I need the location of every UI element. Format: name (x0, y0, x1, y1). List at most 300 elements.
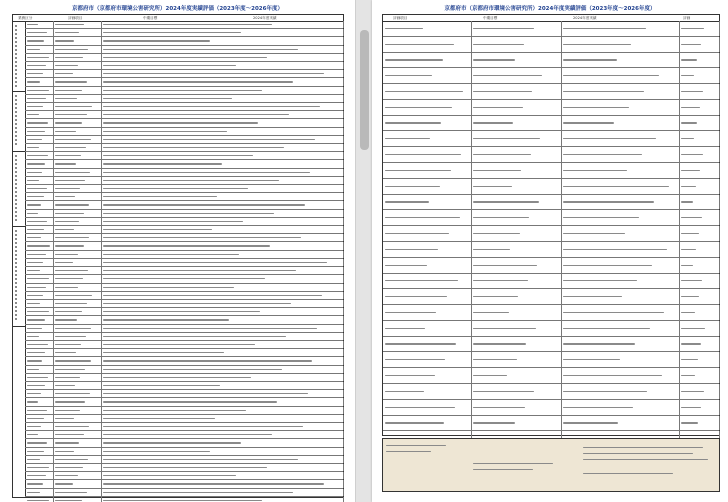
category-section-4 (13, 226, 25, 327)
table-cell (679, 368, 720, 383)
right-footer-block (382, 438, 720, 492)
table-cell (25, 54, 54, 61)
table-cell (561, 274, 680, 289)
table-cell (53, 366, 102, 373)
table-row (383, 68, 719, 84)
table-cell (471, 100, 562, 115)
table-cell (679, 179, 720, 194)
table-cell (101, 423, 344, 430)
table-cell (53, 54, 102, 61)
table-cell (383, 289, 472, 304)
table-row (383, 258, 719, 274)
table-row (25, 169, 343, 177)
table-cell (25, 448, 54, 455)
table-cell (53, 374, 102, 381)
table-cell (679, 400, 720, 415)
table-cell (25, 333, 54, 340)
table-cell (53, 439, 102, 446)
table-cell (561, 163, 680, 178)
table-row (25, 407, 343, 415)
table-cell (471, 163, 562, 178)
table-cell (53, 431, 102, 438)
table-cell (471, 226, 562, 241)
table-cell (53, 398, 102, 405)
table-cell (25, 21, 54, 28)
table-cell (101, 128, 344, 135)
table-row (25, 489, 343, 497)
table-row (25, 119, 343, 127)
table-cell (101, 70, 344, 77)
table-row (25, 78, 343, 86)
table-cell (101, 439, 344, 446)
right-page-title: 京都府市（京都府市環境公害研究所）2024年度実績評価（2023年度～2026年度） (444, 6, 656, 12)
right-header-col-3: 2024年度実績 (573, 16, 597, 20)
table-cell (561, 131, 680, 146)
table-row (25, 226, 343, 234)
table-cell (383, 84, 472, 99)
table-cell (53, 177, 102, 184)
table-row (25, 439, 343, 447)
table-cell (679, 68, 720, 83)
table-cell (53, 201, 102, 208)
table-cell (25, 95, 54, 102)
table-row (25, 325, 343, 333)
table-cell (53, 193, 102, 200)
table-cell (101, 111, 344, 118)
table-cell (561, 21, 680, 36)
table-cell (679, 352, 720, 367)
table-cell (25, 160, 54, 167)
table-cell (101, 480, 344, 487)
table-cell (25, 46, 54, 53)
table-cell (25, 259, 54, 266)
table-cell (25, 349, 54, 356)
table-cell (383, 226, 472, 241)
table-cell (25, 78, 54, 85)
table-cell (25, 480, 54, 487)
table-cell (471, 400, 562, 415)
table-cell (25, 423, 54, 430)
table-cell (383, 368, 472, 383)
table-row (25, 103, 343, 111)
table-cell (101, 144, 344, 151)
table-cell (101, 382, 344, 389)
table-cell (53, 300, 102, 307)
table-row (383, 84, 719, 100)
table-row (383, 305, 719, 321)
table-cell (53, 349, 102, 356)
table-row (25, 267, 343, 275)
table-row (383, 131, 719, 147)
table-row (383, 226, 719, 242)
table-cell (561, 226, 680, 241)
table-cell (383, 100, 472, 115)
table-cell (679, 116, 720, 131)
table-cell (561, 352, 680, 367)
table-cell (101, 251, 344, 258)
table-cell (383, 53, 472, 68)
table-cell (53, 144, 102, 151)
table-cell (471, 305, 562, 320)
table-cell (53, 316, 102, 323)
table-cell (383, 210, 472, 225)
table-cell (561, 416, 680, 431)
table-cell (101, 407, 344, 414)
table-cell (53, 407, 102, 414)
table-cell (53, 111, 102, 118)
table-cell (53, 21, 102, 28)
table-cell (471, 68, 562, 83)
table-cell (471, 337, 562, 352)
table-cell (25, 431, 54, 438)
table-cell (25, 267, 54, 274)
table-row (383, 321, 719, 337)
table-row (25, 29, 343, 37)
table-row (383, 400, 719, 416)
table-cell (679, 305, 720, 320)
table-row (25, 259, 343, 267)
table-cell (471, 242, 562, 257)
table-cell (101, 333, 344, 340)
table-row (383, 416, 719, 432)
table-row (25, 70, 343, 78)
left-page-title: 京都府市（京都府市環境公害研究所）2024年度実績評価（2023年度～2026年度） (72, 6, 283, 12)
table-cell (471, 195, 562, 210)
table-cell (25, 177, 54, 184)
vertical-scrollbar[interactable] (355, 0, 373, 502)
table-cell (101, 169, 344, 176)
table-cell (101, 357, 344, 364)
table-cell (53, 480, 102, 487)
table-row (25, 136, 343, 144)
table-cell (53, 267, 102, 274)
table-cell (53, 390, 102, 397)
table-cell (101, 390, 344, 397)
table-row (25, 292, 343, 300)
table-cell (53, 333, 102, 340)
table-cell (25, 489, 54, 496)
table-cell (53, 325, 102, 332)
table-cell (25, 275, 54, 282)
right-header-col-2: 中期目標 (483, 16, 498, 20)
table-cell (471, 116, 562, 131)
table-row (25, 218, 343, 226)
table-cell (383, 179, 472, 194)
table-row (25, 357, 343, 365)
table-cell (471, 84, 562, 99)
table-cell (101, 119, 344, 126)
table-row (25, 160, 343, 168)
table-row (25, 398, 343, 406)
table-cell (383, 274, 472, 289)
table-row (383, 274, 719, 290)
table-row (383, 242, 719, 258)
table-cell (53, 275, 102, 282)
left-evaluation-table (12, 14, 344, 498)
table-cell (25, 119, 54, 126)
table-cell (383, 163, 472, 178)
table-cell (101, 464, 344, 471)
table-cell (53, 497, 102, 502)
table-cell (101, 29, 344, 36)
table-cell (679, 226, 720, 241)
table-row (25, 54, 343, 62)
table-cell (101, 341, 344, 348)
table-cell (53, 242, 102, 249)
table-cell (679, 274, 720, 289)
table-cell (25, 251, 54, 258)
table-row (383, 195, 719, 211)
table-cell (101, 193, 344, 200)
table-cell (53, 423, 102, 430)
table-cell (383, 37, 472, 52)
table-cell (25, 415, 54, 422)
table-cell (25, 456, 54, 463)
table-cell (101, 415, 344, 422)
table-cell (53, 292, 102, 299)
table-cell (101, 349, 344, 356)
table-cell (53, 152, 102, 159)
left-header-col-1: 業務区分 (18, 16, 33, 20)
table-cell (561, 337, 680, 352)
table-cell (53, 251, 102, 258)
table-cell (25, 234, 54, 241)
table-cell (471, 416, 562, 431)
table-cell (25, 325, 54, 332)
table-cell (471, 37, 562, 52)
category-section-2 (13, 91, 25, 152)
table-cell (25, 398, 54, 405)
table-cell (471, 53, 562, 68)
table-cell (383, 131, 472, 146)
table-cell (561, 305, 680, 320)
table-row (25, 284, 343, 292)
table-cell (383, 321, 472, 336)
table-row (25, 251, 343, 259)
table-row (25, 333, 343, 341)
table-cell (53, 464, 102, 471)
table-row (25, 464, 343, 472)
right-header-col-4: 評価 (683, 16, 691, 20)
table-cell (25, 152, 54, 159)
table-cell (53, 46, 102, 53)
table-row (25, 349, 343, 357)
table-cell (383, 195, 472, 210)
table-cell (53, 448, 102, 455)
table-row (25, 275, 343, 283)
table-row (383, 337, 719, 353)
table-cell (25, 103, 54, 110)
table-cell (53, 415, 102, 422)
table-cell (101, 136, 344, 143)
table-cell (101, 21, 344, 28)
table-cell (25, 497, 54, 502)
table-cell (25, 292, 54, 299)
table-cell (679, 258, 720, 273)
table-cell (101, 185, 344, 192)
table-cell (53, 472, 102, 479)
table-cell (25, 185, 54, 192)
table-cell (53, 160, 102, 167)
table-cell (561, 321, 680, 336)
right-table-rows (383, 21, 719, 435)
table-cell (101, 456, 344, 463)
table-cell (25, 439, 54, 446)
table-row (25, 46, 343, 54)
table-cell (53, 78, 102, 85)
table-cell (679, 84, 720, 99)
table-row (383, 21, 719, 37)
table-cell (679, 53, 720, 68)
table-cell (471, 21, 562, 36)
table-cell (679, 384, 720, 399)
table-cell (561, 179, 680, 194)
table-cell (471, 147, 562, 162)
table-cell (101, 78, 344, 85)
table-row (25, 472, 343, 480)
table-cell (561, 195, 680, 210)
table-cell (53, 357, 102, 364)
scrollbar-thumb[interactable] (360, 30, 369, 150)
table-row (25, 95, 343, 103)
table-row (25, 423, 343, 431)
table-cell (25, 136, 54, 143)
table-row (383, 384, 719, 400)
table-cell (25, 201, 54, 208)
table-row (25, 37, 343, 45)
table-cell (53, 119, 102, 126)
left-page (0, 0, 355, 502)
right-evaluation-table (382, 14, 720, 436)
table-cell (101, 275, 344, 282)
table-cell (53, 210, 102, 217)
table-cell (25, 242, 54, 249)
table-cell (679, 37, 720, 52)
table-cell (101, 103, 344, 110)
table-cell (25, 382, 54, 389)
table-cell (561, 210, 680, 225)
table-cell (101, 177, 344, 184)
table-cell (679, 163, 720, 178)
table-row (383, 352, 719, 368)
table-cell (679, 195, 720, 210)
table-cell (561, 37, 680, 52)
table-cell (679, 100, 720, 115)
table-cell (25, 70, 54, 77)
table-cell (25, 193, 54, 200)
table-cell (53, 95, 102, 102)
table-cell (53, 169, 102, 176)
table-cell (101, 374, 344, 381)
left-header-col-2: 評価項目 (68, 16, 83, 20)
table-row (25, 21, 343, 29)
table-cell (471, 179, 562, 194)
table-cell (25, 472, 54, 479)
table-row (383, 368, 719, 384)
table-cell (471, 321, 562, 336)
table-cell (383, 400, 472, 415)
right-page (372, 0, 728, 502)
table-cell (25, 128, 54, 135)
table-cell (471, 210, 562, 225)
table-cell (101, 226, 344, 233)
table-cell (101, 300, 344, 307)
table-cell (561, 400, 680, 415)
table-cell (25, 300, 54, 307)
table-cell (101, 242, 344, 249)
table-cell (561, 100, 680, 115)
table-cell (561, 84, 680, 99)
table-row (25, 234, 343, 242)
table-cell (53, 341, 102, 348)
table-row (25, 366, 343, 374)
table-row (25, 201, 343, 209)
table-row (25, 144, 343, 152)
table-cell (53, 62, 102, 69)
table-row (25, 497, 343, 502)
table-cell (101, 448, 344, 455)
category-section-3 (13, 151, 25, 227)
table-cell (679, 242, 720, 257)
table-cell (101, 267, 344, 274)
table-row (25, 210, 343, 218)
table-cell (25, 357, 54, 364)
table-cell (101, 87, 344, 94)
table-cell (101, 152, 344, 159)
table-cell (561, 53, 680, 68)
table-cell (101, 308, 344, 315)
table-cell (383, 352, 472, 367)
table-cell (53, 128, 102, 135)
table-cell (679, 321, 720, 336)
table-cell (25, 464, 54, 471)
table-row (383, 163, 719, 179)
table-row (25, 456, 343, 464)
table-row (25, 415, 343, 423)
table-cell (679, 416, 720, 431)
table-cell (53, 489, 102, 496)
table-row (383, 289, 719, 305)
table-cell (471, 368, 562, 383)
table-row (25, 448, 343, 456)
table-cell (101, 95, 344, 102)
table-row (25, 390, 343, 398)
left-header-col-3: 中期目標 (143, 16, 158, 20)
table-cell (101, 431, 344, 438)
table-cell (53, 218, 102, 225)
table-row (25, 177, 343, 185)
table-cell (25, 37, 54, 44)
table-cell (25, 29, 54, 36)
table-row (383, 37, 719, 53)
table-cell (471, 384, 562, 399)
table-cell (25, 218, 54, 225)
table-cell (53, 308, 102, 315)
table-cell (471, 274, 562, 289)
table-cell (561, 116, 680, 131)
table-row (383, 179, 719, 195)
table-row (25, 316, 343, 324)
table-cell (53, 136, 102, 143)
table-cell (383, 337, 472, 352)
table-cell (383, 68, 472, 83)
table-cell (101, 497, 344, 502)
table-cell (25, 210, 54, 217)
table-row (25, 87, 343, 95)
table-cell (471, 131, 562, 146)
table-cell (25, 390, 54, 397)
category-section-1 (13, 21, 25, 92)
